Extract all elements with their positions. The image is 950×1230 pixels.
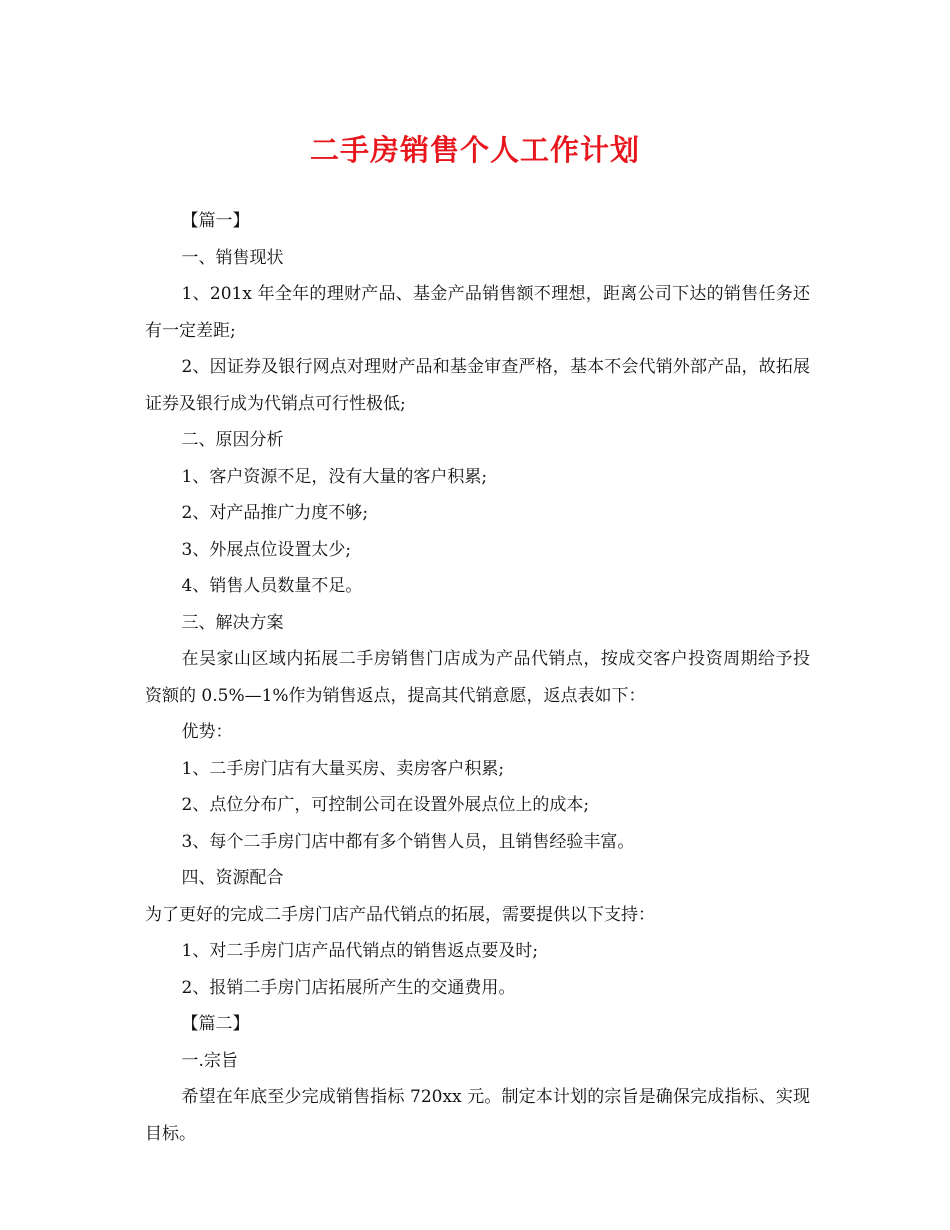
paragraph-advantage-1: 1、二手房门店有大量买房、卖房客户积累; <box>181 758 505 779</box>
paragraph-purpose: 希望在年底至少完成销售指标 720xx 元。制定本计划的宗旨是确保完成指标、实现目标。 <box>145 1087 810 1144</box>
paragraph-resources-intro: 为了更好的完成二手房门店产品代销点的拓展，需要提供以下支持： <box>145 904 655 925</box>
paragraph-advantage-3: 3、每个二手房门店中都有多个销售人员，且销售经验丰富。 <box>181 831 635 852</box>
paragraph-cause-4: 4、销售人员数量不足。 <box>181 576 363 596</box>
paragraph-resource-2: 2、报销二手房门店拓展所产生的交通费用。 <box>181 977 516 998</box>
paragraph-sales-status-2: 2、因证券及银行网点对理财产品和基金审查严格，基本不会代销外部产品，故拓展证券及银行成为代销点可行性极低; <box>145 357 810 414</box>
paragraph-sales-status-1: 1、201x 年全年的理财产品、基金产品销售额不理想，距离公司下达的销售任务还有一定差距; <box>145 284 810 341</box>
paragraph-cause-3: 3、外展点位设置太少; <box>181 539 352 560</box>
paragraph-resource-1: 1、对二手房门店产品代销点的销售返点要及时; <box>181 941 539 961</box>
paragraph-advantages-label: 优势： <box>181 722 233 742</box>
paragraph-cause-2: 2、对产品推广力度不够; <box>181 503 369 523</box>
document-title: 二手房销售个人工作计划 <box>309 133 640 167</box>
section-heading-purpose: 一.宗旨 <box>181 1050 238 1071</box>
paragraph-cause-1: 1、客户资源不足，没有大量的客户积累; <box>181 466 488 487</box>
section-heading-cause-analysis: 二、原因分析 <box>181 430 284 450</box>
section-heading-solution: 三、解决方案 <box>181 612 284 633</box>
paragraph-advantage-2: 2、点位分布广，可控制公司在设置外展点位上的成本; <box>181 795 590 815</box>
document-body <box>145 203 810 1152</box>
paragraph-solution: 在吴家山区域内拓展二手房销售门店成为产品代销点，按成交客户投资周期给予投资额的 0.5%—1%作为销售返点，提高其代销意愿，返点表如下： <box>145 649 810 706</box>
section-heading-resources: 四、资源配合 <box>181 868 284 888</box>
section-heading-sales-status: 一、销售现状 <box>181 247 284 268</box>
section-heading-part-two: 【篇二】 <box>181 1014 250 1034</box>
section-heading-part-one: 【篇一】 <box>181 211 250 231</box>
